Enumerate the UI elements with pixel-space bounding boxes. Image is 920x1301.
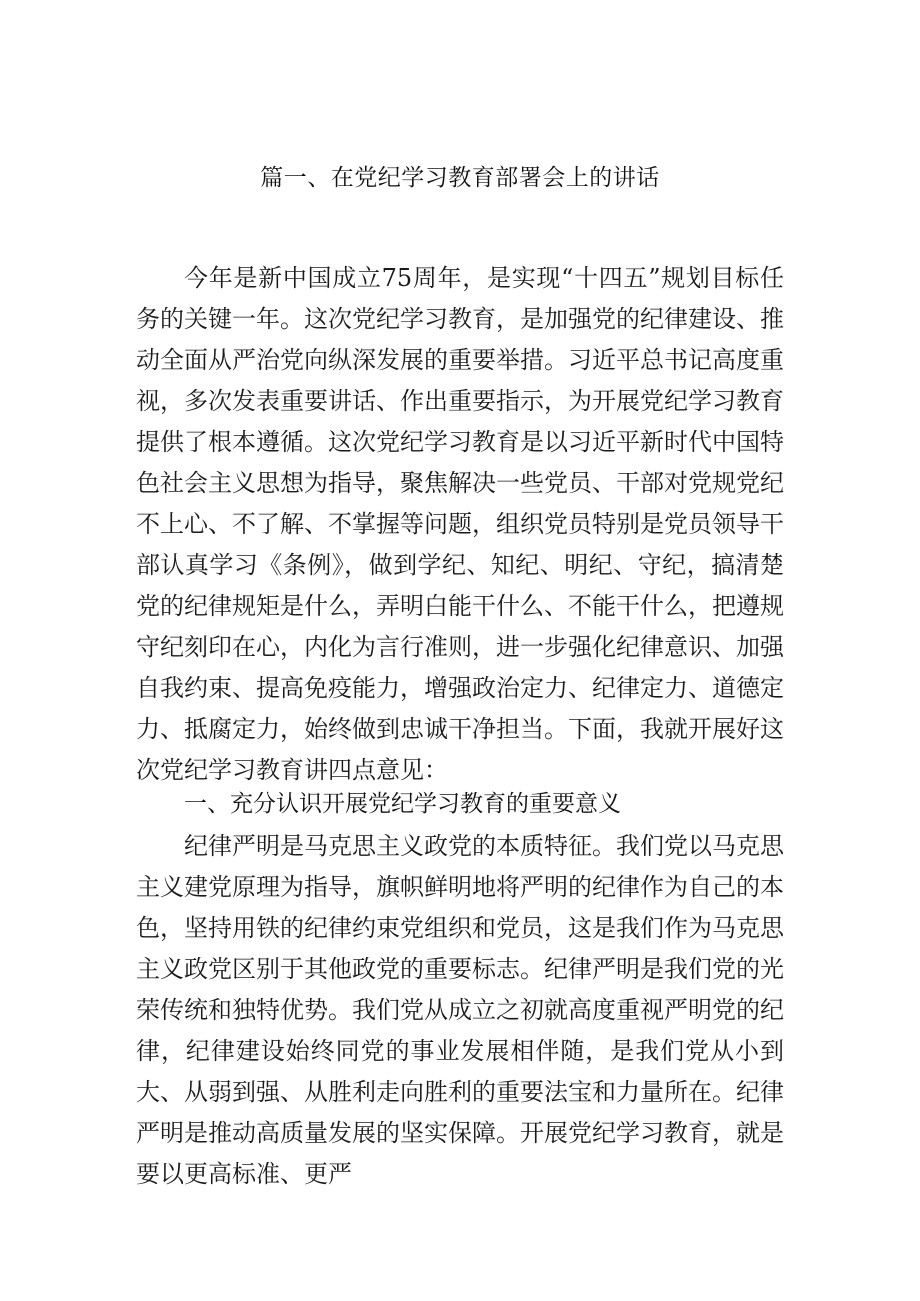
document-title: 篇一、在党纪学习教育部署会上的讲话 xyxy=(260,165,660,191)
body-paragraph-intro: 今年是新中国成立75周年，是实现“十四五”规划目标任务的关键一年。这次党纪学习教育，是加强党的纪律建设、推动全面从严治党向纵深发展的重要举措。习近平总书记高度重视，多次发表重要讲话、作出重要指示，为开展党纪学习教育提供了根本遵循。这次党纪学习教育是以习近平新时代中国特色社会主义思想为指导，聚焦解决一些党员、干部对党规党纪不上心、不了解、不掌握等问题，组织党员特别是党员领导干部认真学习《条例》，做到学纪、知纪、明纪、守纪，搞清楚党的纪律规矩是什么，弄明白能干什么、不能干什么，把遵规守纪刻印在心，内化为言行准则，进一步强化纪律意识、加强自我约束、提高免疫能力，增强政治定力、纪律定力、道德定力、抵腐定力，始终做到忠诚干净担当。下面，我就开展好这次党纪学习教育讲四点意见： xyxy=(136,264,784,784)
section-heading-1: 一、充分认识开展党纪学习教育的重要意义 xyxy=(184,791,621,817)
body-paragraph-section-1: 纪律严明是马克思主义政党的本质特征。我们党以马克思主义建党原理为指导，旗帜鲜明地将严明的纪律作为自己的本色，坚持用铁的纪律约束党组织和党员，这是我们作为马克思主义政党区别于其他政党的重要标志。纪律严明是我们党的光荣传统和独特优势。我们党从成立之初就高度重视严明党的纪律，纪律建设始终同党的事业发展相伴随，是我们党从小到大、从弱到强、从胜利走向胜利的重要法宝和力量所在。纪律严明是推动高质量发展的坚实保障。开展党纪学习教育，就是要以更高标准、更严 xyxy=(136,832,784,1188)
